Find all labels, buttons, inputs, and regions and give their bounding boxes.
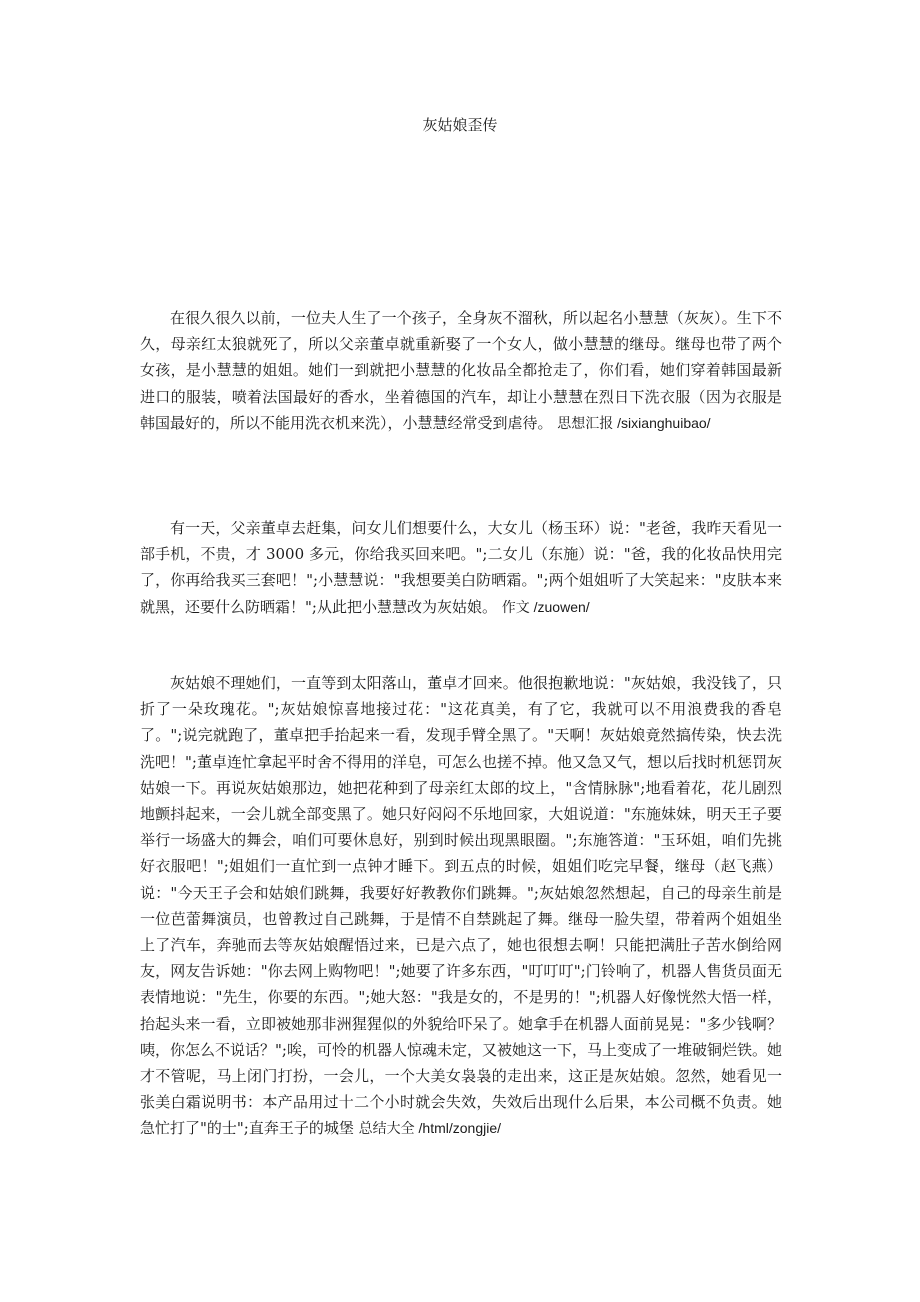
paragraph-2: [140, 515, 782, 620]
paragraph-1: [140, 305, 782, 436]
paragraph-3: [140, 670, 782, 1142]
paragraph-3-tag: 总结大全 /html/zongjie/: [358, 1120, 501, 1137]
paragraph-1-tag: 思想汇报 /sixianghuibao/: [557, 414, 711, 431]
paragraph-3-text: 灰姑娘不理她们，一直等到太阳落山，董卓才回来。他很抱歉地说："灰姑娘，我没钱了，只折了一朵玫瑰花。";灰姑娘惊喜地接过花："这花真美，有了它，我就可以不用浪费我的香皂了。";说完就跑了，董卓把手抬起来一看，发现手臂全黑了。"天啊！灰姑娘竟然搞传染，快去洗洗吧！";董卓连忙拿起平时舍不得用的洋皂，可怎么也搓不掉。他又急又气，想以后找时机惩罚灰姑娘一下。再说灰姑娘那边，她把花种到了母亲红太郎的坟上，"含情脉脉";地看着花，花儿剧烈地颤抖起来，一会儿就全部变黑了。她只好闷闷不乐地回家，大姐说道："东施妹妹，明天王子要举行一场盛大的舞会，咱们可要休息好，别到时候出现黑眼圈。";东施答道："玉环姐，咱们先挑好衣服吧！";姐姐们一直忙到一点钟才睡下。到五点的时候，姐姐们吃完早餐，继母（赵飞燕）说："今天王子会和姑娘们跳舞，我要好好教教你们跳舞。";灰姑娘忽然想起，自己的母亲生前是一位芭蕾舞演员，也曾教过自己跳舞，于是情不自禁跳起了舞。继母一脸失望，带着两个姐姐坐上了汽车，奔驰而去等灰姑娘醒悟过来，已是六点了，她也很想去啊！只能把满肚子苦水倒给网友，网友告诉她："你去网上购物吧！";她要了许多东西，"叮叮叮";门铃响了，机器人售货员面无表情地说："先生，你要的东西。";她大怒："我是女的，不是男的！";机器人好像恍然大悟一样，抬起头来一看，立即被她那非洲猩猩似的外貌给吓呆了。她拿手在机器人面前晃晃："多少钱啊？咦，你怎么不说话？";唉，可怜的机器人惊魂未定，又被她这一下，马上变成了一堆破铜烂铁。她才不管呢，马上闭门打扮，一会儿，一个大美女袅袅的走出来，这正是灰姑娘。忽然，她看见一张美白霜说明书：本产品用过十二个小时就会失效，失效后出现什么后果，本公司概不负责。她急忙打了"的士";直奔王子的城堡: [140, 674, 782, 1138]
paragraph-1-text: 在很久很久以前，一位夫人生了一个孩子，全身灰不溜秋，所以起名小慧慧（灰灰）。生下不久，母亲红太狼就死了，所以父亲董卓就重新娶了一个女人，做小慧慧的继母。继母也带了两个女孩，是小慧慧的姐姐。她们一到就把小慧慧的化妆品全都抢走了，你们看，她们穿着韩国最新进口的服装，喷着法国最好的香水，坐着德国的汽车，却让小慧慧在烈日下洗衣服（因为衣服是韩国最好的，所以不能用洗衣机来洗），小慧慧经常受到虐待。: [140, 309, 782, 432]
document-title: 灰姑娘歪传: [422, 116, 498, 134]
paragraph-2-tag: 作文 /zuowen/: [501, 598, 590, 615]
paragraph-2-text: 有一天，父亲董卓去赶集，问女儿们想要什么，大女儿（杨玉环）说："老爸，我昨天看见一部手机，不贵，才 3000 多元，你给我买回来吧。";二女儿（东施）说："爸，我的化妆品快用完了，你再给我买三套吧！";小慧慧说："我想要美白防晒霜。";两个姐姐听了大笑起来："皮肤本来就黑，还要什么防晒霜！";从此把小慧慧改为灰姑娘。: [140, 519, 782, 616]
